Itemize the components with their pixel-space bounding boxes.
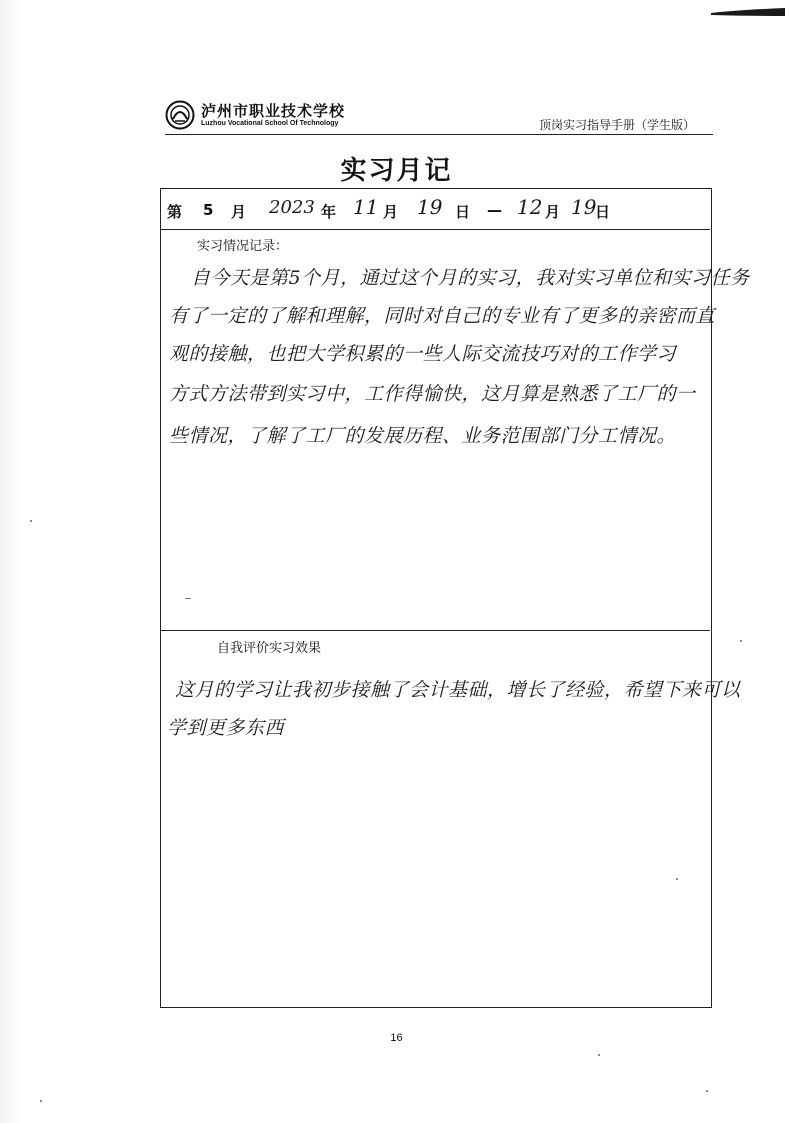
record-line-4: 方式方法带到实习中，工作得愉快，这月算是熟悉了工厂的一 (169, 383, 696, 405)
page-number: 16 (390, 1032, 403, 1044)
self-evaluation-line-1: 这月的学习让我初步接触了会计基础，增长了经验，希望下来可以 (175, 679, 741, 701)
header-rule (165, 134, 713, 135)
period-month-index: 5 (203, 201, 214, 219)
scan-speck (40, 1100, 42, 1102)
period-year-word: 年 (321, 203, 337, 221)
scan-speck (185, 598, 191, 599)
journal-form (160, 188, 750, 1008)
period-dash: — (487, 201, 502, 219)
period-end-day: 19 (571, 195, 597, 219)
school-name-en: Luzhou Vocational School Of Technology (201, 120, 339, 127)
school-logo-icon (165, 100, 195, 130)
page-header (165, 100, 713, 134)
record-line-1: 自今天是第5个月，通过这个月的实习，我对实习单位和实习任务 (191, 267, 750, 289)
period-row (161, 189, 710, 230)
scan-speck (706, 1090, 708, 1092)
manual-title: 顶岗实习指导手册（学生版） (538, 118, 695, 132)
scan-speck (676, 878, 678, 880)
period-end-month-word: 月 (545, 203, 561, 221)
scan-speck (598, 1054, 600, 1056)
self-evaluation-label: 自我评价实习效果 (217, 641, 322, 656)
period-month-word: 月 (231, 203, 247, 221)
period-end-day-word: 日 (595, 203, 611, 221)
scan-corner-mark (707, 4, 787, 18)
record-line-2: 有了一定的了解和理解，同时对自己的专业有了更多的亲密而直 (169, 305, 716, 327)
period-end-month: 12 (517, 195, 543, 219)
scan-speck (740, 640, 742, 642)
school-name-cn: 泸州市职业技术学校 (201, 102, 346, 120)
period-prefix: 第 (167, 203, 183, 221)
record-label: 实习情况记录： (197, 239, 289, 254)
record-line-3: 观的接触，也把大学积累的一些人际交流技巧对的工作学习 (169, 343, 677, 365)
period-year-value: 2023 (269, 197, 315, 218)
scan-speck (30, 520, 32, 522)
period-start-month: 11 (353, 195, 379, 219)
section-divider (161, 630, 710, 631)
record-line-5: 些情况，了解了工厂的发展历程、业务范围部门分工情况。 (169, 425, 677, 447)
document-title: 实习月记 (340, 156, 453, 186)
period-start-day-word: 日 (455, 203, 471, 221)
period-start-month-word: 月 (383, 203, 399, 221)
period-start-day: 19 (417, 195, 443, 219)
self-evaluation-line-2: 学到更多东西 (167, 717, 285, 739)
